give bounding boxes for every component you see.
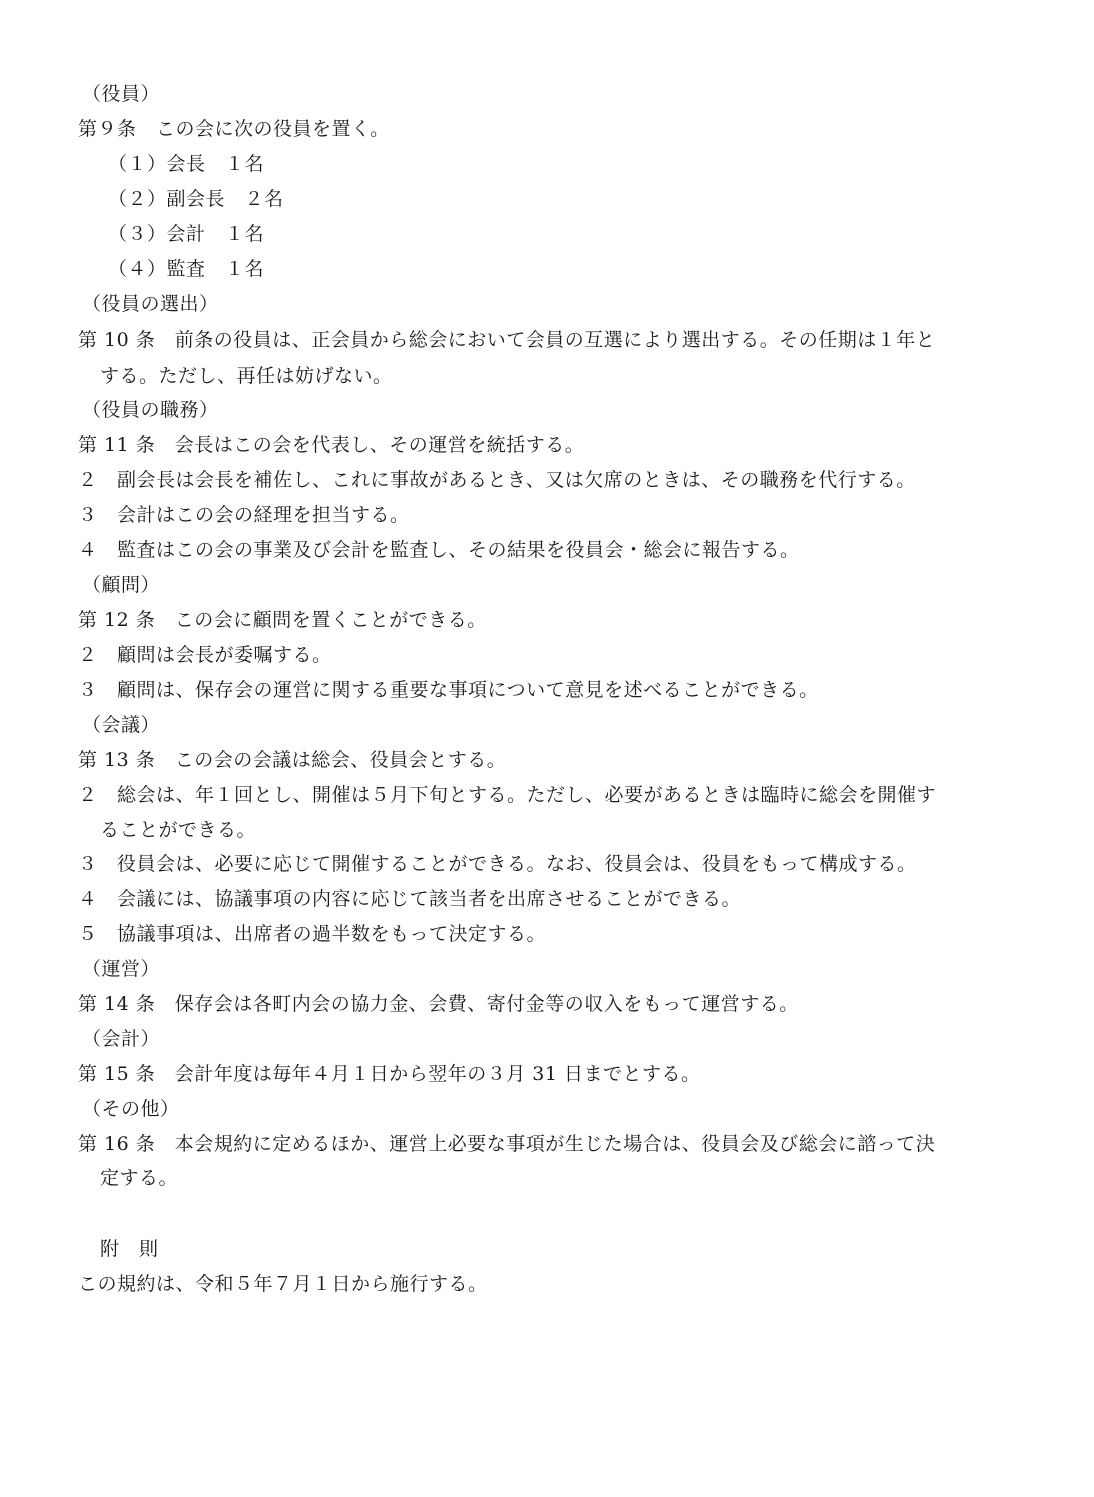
article-10-continuation: する。ただし、再任は妨げない。	[100, 365, 393, 387]
article-12-para-2: ２ 顧問は会長が委嘱する。	[78, 644, 332, 666]
heading-advisors: （顧問）	[82, 574, 161, 596]
heading-other: （その他）	[82, 1098, 180, 1120]
heading-officers: （役員）	[82, 83, 161, 105]
article-13: 第 13 条 この会の会議は総会、役員会とする。	[78, 749, 507, 771]
article-16-continuation: 定する。	[100, 1167, 179, 1189]
article-16: 第 16 条 本会規約に定めるほか、運営上必要な事項が生じた場合は、役員会及び総会に諮って決	[78, 1133, 936, 1155]
article-13-para-2-continuation: ることができる。	[100, 819, 257, 841]
supplementary-provisions-text: この規約は、令和５年７月１日から施行する。	[78, 1273, 488, 1295]
article-13-para-5: ５ 協議事項は、出席者の過半数をもって決定する。	[78, 923, 547, 945]
article-13-para-2: ２ 総会は、年１回とし、開催は５月下旬とする。ただし、必要があるときは臨時に総会を開催す	[78, 784, 937, 806]
article-11-para-3: ３ 会計はこの会の経理を担当する。	[78, 504, 410, 526]
article-11-para-4: ４ 監査はこの会の事業及び会計を監査し、その結果を役員会・総会に報告する。	[78, 539, 800, 561]
article-13-para-3: ３ 役員会は、必要に応じて開催することができる。なお、役員会は、役員をもって構成する。	[78, 853, 917, 875]
article-9: 第９条 この会に次の役員を置く。	[78, 118, 390, 140]
article-15: 第 15 条 会計年度は毎年４月１日から翌年の３月 31 日までとする。	[78, 1063, 701, 1085]
supplementary-provisions-heading: 附 則	[100, 1238, 159, 1260]
article-13-para-4: ４ 会議には、協議事項の内容に応じて該当者を出席させることができる。	[78, 888, 742, 910]
article-14: 第 14 条 保存会は各町内会の協力金、会費、寄付金等の収入をもって運営する。	[78, 993, 799, 1015]
officer-item-3: （３）会計 １名	[108, 223, 265, 245]
heading-election: （役員の選出）	[82, 293, 219, 315]
officer-item-1: （１）会長 １名	[108, 153, 265, 175]
article-12: 第 12 条 この会に顧問を置くことができる。	[78, 609, 487, 631]
officer-item-2: （２）副会長 ２名	[108, 188, 284, 210]
article-11: 第 11 条 会長はこの会を代表し、その運営を統括する。	[78, 434, 585, 456]
article-10: 第 10 条 前条の役員は、正会員から総会において会員の互選により選出する。その任期は１年と	[78, 329, 936, 351]
heading-meetings: （会議）	[82, 714, 161, 736]
heading-duties: （役員の職務）	[82, 399, 219, 421]
heading-accounting: （会計）	[82, 1028, 161, 1050]
heading-operations: （運営）	[82, 958, 161, 980]
article-11-para-2: ２ 副会長は会長を補佐し、これに事故があるとき、又は欠席のときは、その職務を代行する。	[78, 469, 916, 491]
officer-item-4: （４）監査 １名	[108, 258, 265, 280]
article-12-para-3: ３ 顧問は、保存会の運営に関する重要な事項について意見を述べることができる。	[78, 679, 819, 701]
